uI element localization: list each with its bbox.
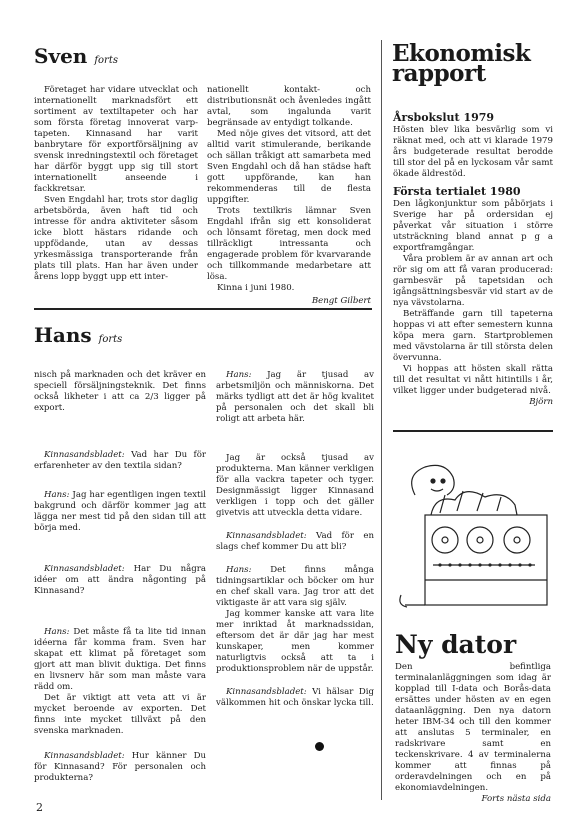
sven-title: Sven <box>34 44 88 68</box>
ekonomisk-para: Beträffande garn till tapeterna hoppas vi att efter semestern kunna köpa mera garn. Startproblemen med vävstolarna är till största delen övervunna. <box>393 309 553 363</box>
hans-col2-para: Jag kommer kanske att vara lite mer inriktad åt marknadssidan, eftersom det är där jag har mest kunskaper, men kommer naturligtvis också att ta i produktionsproblem när de uppstår. <box>216 609 374 674</box>
sven-divider <box>34 308 372 310</box>
sven-signature: Bengt Gilbert <box>311 296 371 306</box>
hans-col1-para: nisch på marknaden och det kräver en speciell försäljningsteknik. Det finns också likheter i att ca 2/3 ligger på export. <box>34 370 206 413</box>
ekonomisk-para: Vi hoppas att hösten skall rätta till det resultat vi nått hitintills i år, vilket ligger under budgeterad nivå. <box>393 364 553 396</box>
sven-col1 <box>34 85 198 283</box>
ekonomisk-divider <box>393 430 553 432</box>
hans-col1-para: Hans: Det måste få ta lite tid innan idéerna får komma fram. Sven har skapat ett klimat på företaget som gjort att man blivit duktiga. Det finns en livsnerv här som man måste vara rädd om. <box>34 627 206 692</box>
nydator-forts: Forts nästa sida <box>481 794 551 804</box>
sven-col2-para: nationellt kontakt- och distributionsnät och åvenledes ingått avtal, som ingalunda varit begränsade av entydigt tolkande. <box>207 85 371 128</box>
hans-col2-para: Hans: Jag är tjusad av arbetsmiljön och människorna. Det märks tydligt att det är hög kvalitet på personalen och det skall bli roligt att arbeta här. <box>216 370 374 424</box>
hans-col1 <box>34 370 206 784</box>
nydator-body <box>395 662 551 805</box>
computer-illustration <box>395 455 555 615</box>
ekonomisk-para: Hösten blev lika besvärlig som vi räknat med, och att vi klarade 1979 års budgeterade resultat berodde till stor del på en lyckosam vår samt ökade äldrestöd. <box>393 125 553 179</box>
ekonomisk-para: Våra problem är av annan art och rör sig om att få varan producerad: garnbesvär på tapetsidan och igångsättningsbesvär vid start av de nya vävstolarna. <box>393 254 553 308</box>
sven-heading <box>34 46 118 66</box>
page-number: 2 <box>36 801 43 814</box>
ekonomisk-title-line2: rapport <box>392 60 486 87</box>
hans-col2-para: Kinnasandsbladet: Vad för en slags chef kommer Du att bli? <box>216 531 374 552</box>
ekonomisk-heading-1: Årsbokslut 1979 <box>393 111 495 124</box>
hans-col1-para: Hans: Jag har egentligen ingen textil bakgrund och därför kommer jag att lägga ner mest tid på den sidan till att börja med. <box>34 490 206 533</box>
hans-heading <box>34 325 122 345</box>
nydator-title: Ny dator <box>395 630 517 659</box>
hans-col1-para: Kinnasandsbladet: Vad har Du för erfarenheter av den textila sidan? <box>34 450 206 471</box>
ekonomisk-title <box>392 40 531 87</box>
sven-col2-para: Trots textilkris lämnar Sven Engdahl ifrån sig ett konsoliderat och lönsamt företag, men dock med tillräckligt intressanta och engagerade problem för kvarvarande och tillkommande medarbetare att lösa. <box>207 206 371 282</box>
ekonomisk-body <box>393 108 553 408</box>
sven-col2 <box>207 85 371 307</box>
hans-col2-para: Hans: Det finns många tidningsartiklar och böcker om hur en chef skall vara. Jag tror att det viktigaste är att vara sig själv. <box>216 565 374 608</box>
hans-col2 <box>216 370 374 709</box>
hans-col1-para: Det är viktigt att veta att vi är mycket beroende av exporten. Det finns inte mycket tillväxt på den svenska marknaden. <box>34 693 206 736</box>
ekonomisk-para: Den lågkonjunktur som påbörjats i Sverige har på ordersidan ej påverkat vår situation i större utsträckning bland annat p g a exportframgångar. <box>393 199 553 253</box>
hans-col1-para: Kinnasandsbladet: Har Du några idéer om att ändra någonting på Kinnasand? <box>34 564 206 596</box>
sven-col1-para: Företaget har vidare utvecklat och internationellt marknadsfört ett sortiment av textiltapeter och har som första företag innoverat varp-tapeten. Kinnasand har varit banbrytare för exportförsäljning av svensk inredningstextil och företaget har därför byggt upp sig till stort internationellt anseende i fackkretsar. <box>34 85 198 194</box>
ekonomisk-heading-2: Första tertialet 1980 <box>393 185 521 198</box>
sven-col1-para: Sven Engdahl har, trots stor daglig arbetsbörda, även haft tid och intresse för andra aktiviteter såsom icke blott hästars ridande och uppfödande, utan av dessas yrkesmässiga transporterande från plats till plats. Han har även under årens lopp byggt upp ett inter- <box>34 195 198 282</box>
nydator-para: Den befintliga terminalanläggningen som idag är kopplad till I-data och Borås-data ersättes under hösten av en egen dataanläggning. Den nya datorn heter IBM-34 och till den kommer att anslutas 5 terminaler, en radskrivare samt en teckenskrivare. 4 av terminalerna kommer att finnas på orderavdelningen och en på ekonomiavdelningen. <box>395 662 551 793</box>
column-divider <box>381 40 382 800</box>
ekonomisk-title-line1: Ekonomisk <box>392 40 531 67</box>
hans-col1-para: Kinnasandsbladet: Hur känner Du för Kinnasand? För personalen och produkterna? <box>34 751 206 783</box>
sven-col2-para: Med nöje gives det vitsord, att det alltid varit stimulerande, berikande och sällan tråkigt att samarbeta med Sven Engdahl och då han städse haft gott uppförande, kan han rekommenderas till de flesta uppgifter. <box>207 129 371 205</box>
hans-title: Hans <box>34 323 92 347</box>
hans-col2-para: Kinnasandsbladet: Vi hälsar Dig välkommen hit och önskar lycka till. <box>216 687 374 708</box>
hans-forts: forts <box>98 334 123 345</box>
sven-forts: forts <box>94 55 118 66</box>
end-bullet <box>315 742 324 751</box>
hans-col2-para: Jag är också tjusad av produkterna. Man känner verkligen för alla vackra tapeter och tyger. Designmässigt ligger Kinnasand verkligen i topp och det gäller givetvis att utveckla detta vidare. <box>216 453 374 518</box>
sven-col2-para: Kinna i juni 1980. <box>217 283 295 293</box>
ekonomisk-signature: Björn <box>529 397 553 407</box>
